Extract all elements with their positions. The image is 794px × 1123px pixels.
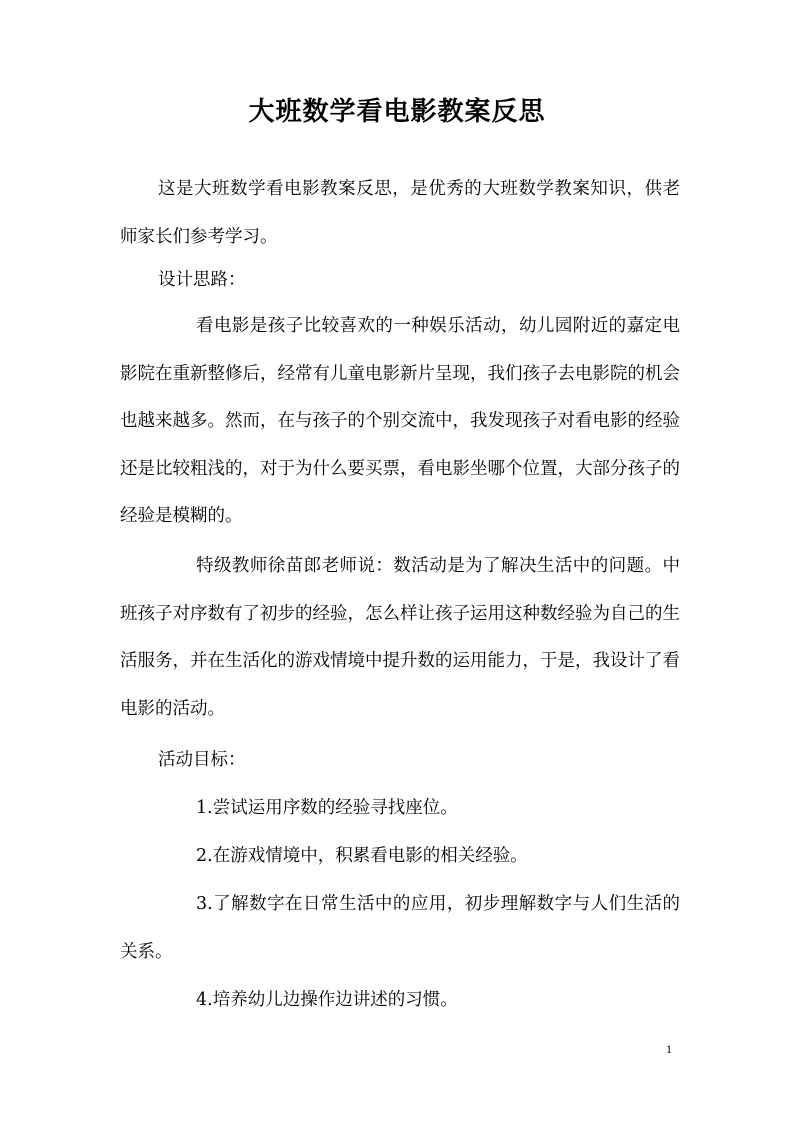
goal-item-4: 4.培养幼儿边操作边讲述的习惯。	[196, 990, 458, 1010]
document-title: 大班数学看电影教案反思	[248, 97, 546, 127]
goal-item-1: 1.尝试运用序数的经验寻找座位。	[196, 798, 458, 818]
goal-item-3: 3.了解数字在日常生活中的应用，初步理解数字与人们生活的关系。	[120, 894, 680, 962]
design-heading: 设计思路：	[158, 270, 246, 290]
design-paragraph-1: 看电影是孩子比较喜欢的一种娱乐活动，幼儿园附近的嘉定电影院在重新整修后，经常有儿童电影新片呈现，我们孩子去电影院的机会也越来越多。然而，在与孩子的个别交流中，我发现孩子对看电影的经验还是比较粗浅的，对于为什么要买票，看电影坐哪个位置，大部分孩子的经验是模糊的。	[120, 316, 680, 527]
goal-item-2: 2.在游戏情境中，积累看电影的相关经验。	[196, 846, 528, 866]
goals-heading: 活动目标：	[158, 750, 246, 770]
design-paragraph-2: 特级教师徐苗郎老师说：数活动是为了解决生活中的问题。中班孩子对序数有了初步的经验，怎么样让孩子运用这种数经验为自己的生活服务，并在生活化的游戏情境中提升数的运用能力，于是，我设计了看电影的活动。	[120, 556, 680, 719]
page-number: 1	[666, 1042, 672, 1056]
intro-paragraph: 这是大班数学看电影教案反思，是优秀的大班数学教案知识，供老师家长们参考学习。	[120, 179, 680, 247]
